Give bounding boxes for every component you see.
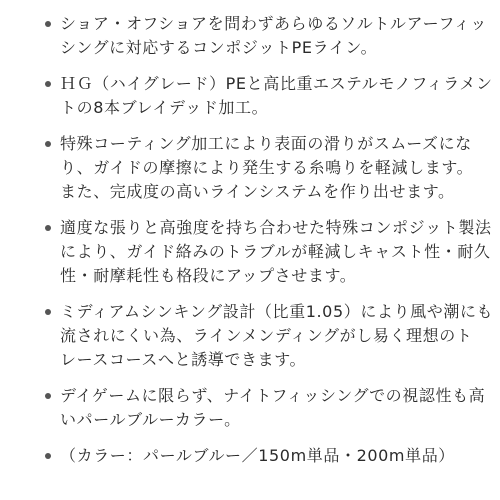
feature-text-line: デイゲームに限らず、ナイトフィッシングでの視認性も高 [60, 386, 486, 405]
feature-text-line: により、ガイド絡みのトラブルが軽減しキャスト性・耐久 [60, 242, 491, 261]
feature-list [0, 12, 500, 480]
feature-item-3 [0, 132, 500, 204]
feature-text-line: トの8本ブレイデッド加工。 [60, 98, 269, 117]
feature-text-line: また、完成度の高いラインシステムを作り出せます。 [60, 182, 455, 201]
feature-item-6 [0, 384, 500, 432]
feature-text-line: ＨＧ（ハイグレード）PEと高比重エステルモノフィラメン [60, 74, 493, 93]
feature-text-line: ミディアムシンキング設計（比重1.05）により風や潮にも [60, 302, 494, 321]
bullet-dot [45, 141, 51, 147]
feature-item-5 [0, 300, 500, 372]
bullet-dot [45, 309, 51, 315]
feature-text-line: り、ガイドの摩擦により発生する糸鳴りを軽減します。 [60, 158, 474, 177]
bullet-dot [45, 453, 51, 459]
bullet-dot [45, 81, 51, 87]
feature-item-7 [0, 444, 500, 468]
feature-text-line: 性・耐摩耗性も格段にアップさせます。 [60, 266, 357, 285]
bullet-dot [45, 393, 51, 399]
feature-text-line: シングに対応するコンポジットPEライン。 [60, 38, 378, 57]
feature-text-line: ショア・オフショアを問わずあらゆるソルトルアーフィッ [60, 14, 487, 33]
bullet-dot [45, 225, 51, 231]
feature-text-line: レースコースへと誘導できます。 [60, 350, 307, 369]
feature-text-line: 流されにくい為、ラインメンディングがし易く理想のト [60, 326, 473, 345]
feature-text-line: 適度な張りと高強度を持ち合わせた特殊コンポジット製法 [60, 218, 492, 237]
feature-text-line: いパールブルーカラー。 [60, 410, 241, 429]
feature-item-1 [0, 12, 500, 60]
feature-text-line: 特殊コーティング加工により表面の滑りがスムーズにな [60, 134, 472, 153]
feature-item-4 [0, 216, 500, 288]
feature-text-line: （カラー：パールブルー／150m単品・200m単品） [60, 446, 455, 465]
bullet-dot [45, 21, 51, 27]
feature-item-2 [0, 72, 500, 120]
